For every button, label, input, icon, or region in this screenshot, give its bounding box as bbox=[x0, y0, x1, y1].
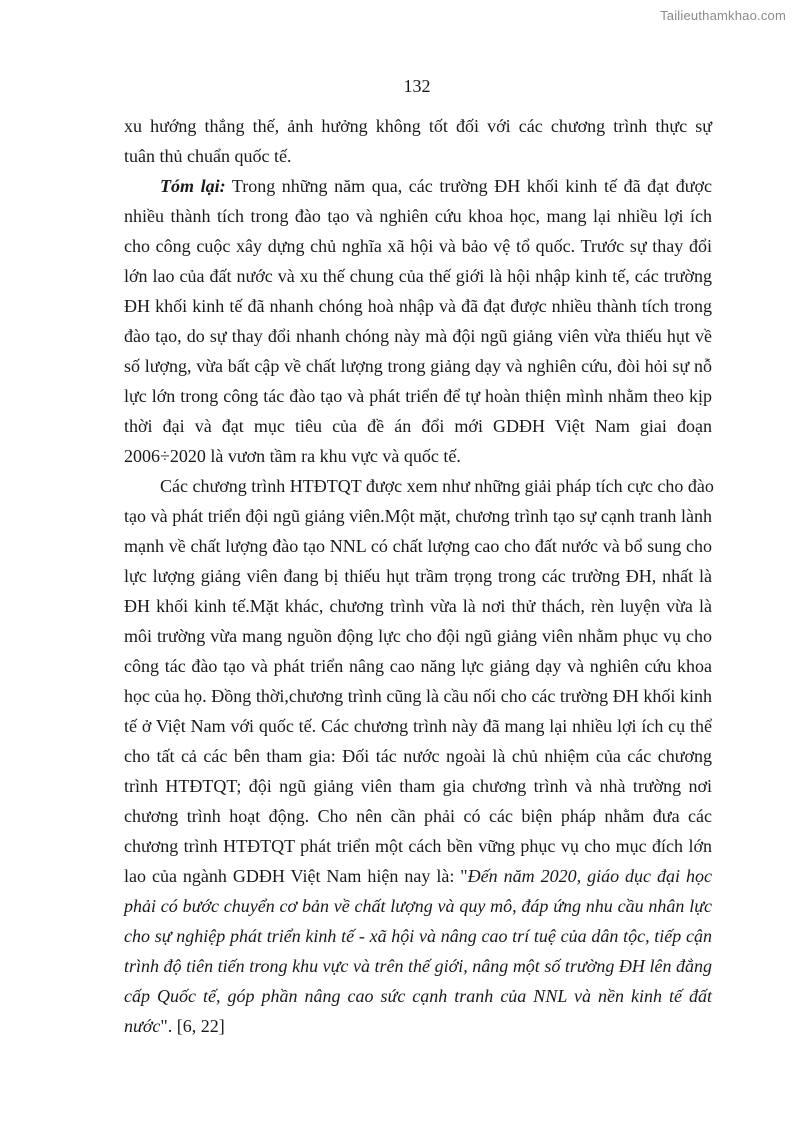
text-line: tuân thủ chuẩn quốc tế. bbox=[124, 146, 292, 166]
watermark: Tailieuthamkhao.com bbox=[660, 8, 786, 23]
summary-lead: Tóm lại: bbox=[160, 176, 226, 196]
text-line: chương trình HTĐTQT phát triển một cách bền vững phục vụ cho mục đích lớn bbox=[124, 836, 712, 856]
text-line: lực lượng giảng viên đang bị thiếu hụt trầm trọng trong các trường ĐH, nhất là bbox=[124, 566, 712, 586]
text-line: cho công cuộc xây dựng chủ nghĩa xã hội và bảo vệ tổ quốc. Trước sự thay đổi bbox=[124, 236, 712, 256]
citation: ". [6, 22] bbox=[160, 1016, 225, 1036]
text-line: thời đại và đạt mục tiêu của đề án đổi mới GDĐH Việt Nam giai đoạn bbox=[124, 416, 712, 436]
text-line: ĐH khối kinh tế.Mặt khác, chương trình vừa là nơi thử thách, rèn luyện vừa là bbox=[124, 596, 712, 616]
text-line: xu hướng thắng thế, ảnh hưởng không tốt đối với các chương trình thực sự bbox=[124, 116, 712, 136]
text-line: đào tạo, do sự thay đổi nhanh chóng này mà đội ngũ giảng viên vừa thiếu hụt về bbox=[124, 326, 712, 346]
text-line: chương trình hoạt động. Cho nên cần phải có các biện pháp nhằm đưa các bbox=[124, 806, 712, 826]
quote-line: phải có bước chuyển cơ bản về chất lượng và quy mô, đáp ứng nhu cầu nhân lực bbox=[124, 896, 712, 916]
text-line: môi trường vừa mang nguồn động lực cho đội ngũ giảng viên nhằm phục vụ cho bbox=[124, 626, 712, 646]
text-span: lao của ngành GDĐH Việt Nam hiện nay là: " bbox=[124, 866, 468, 886]
text-line: công tác đào tạo và phát triển nâng cao năng lực giảng dạy và nghiên cứu khoa bbox=[124, 656, 712, 676]
quote-line: cho sự nghiệp phát triển kinh tế - xã hội và nâng cao trí tuệ của dân tộc, tiếp cận bbox=[124, 926, 712, 946]
quote-line: trình độ tiên tiến trong khu vực và trên thế giới, nâng một số trường ĐH lên đẳng bbox=[124, 956, 712, 976]
quote-text: Đến năm 2020, giáo dục đại học bbox=[467, 866, 712, 886]
quote-text: nước bbox=[124, 1016, 161, 1036]
text-line: tạo và phát triển đội ngũ giảng viên.Một mặt, chương trình tạo sự cạnh tranh lành bbox=[124, 506, 712, 526]
text-line: 2006÷2020 là vươn tầm ra khu vực và quốc tế. bbox=[124, 446, 461, 466]
quote-line: cấp Quốc tế, góp phần nâng cao sức cạnh tranh của NNL và nền kinh tế đất bbox=[124, 986, 712, 1006]
text-line: lực lớn trong công tác đào tạo và phát triển để tự hoàn thiện mình nhằm theo kịp bbox=[124, 386, 712, 406]
paragraph-summary bbox=[124, 171, 712, 471]
paragraph-1 bbox=[124, 111, 712, 171]
document-body bbox=[124, 111, 712, 1041]
text-line bbox=[124, 1011, 712, 1041]
text-line: học của họ. Đồng thời,chương trình cũng là cầu nối cho các trường ĐH khối kinh bbox=[124, 686, 712, 706]
text-line bbox=[124, 171, 712, 201]
text-line: nhiều thành tích trong đào tạo và nghiên cứu khoa học, mang lại nhiều lợi ích bbox=[124, 206, 712, 226]
text-line: tế ở Việt Nam với quốc tế. Các chương trình này đã mang lại nhiều lợi ích cụ thể bbox=[124, 716, 712, 736]
text-line: cho tất cả các bên tham gia: Đối tác nước ngoài là chủ nhiệm của các chương bbox=[124, 746, 712, 766]
text-line: mạnh về chất lượng đào tạo NNL có chất lượng cao cho đất nước và bổ sung cho bbox=[124, 536, 712, 556]
page-number: 132 bbox=[403, 76, 431, 96]
text-line bbox=[124, 861, 712, 891]
paragraph-3 bbox=[124, 471, 712, 1041]
text-span: Trong những năm qua, các trường ĐH khối kinh tế đã đạt được bbox=[225, 176, 712, 196]
text-line: trình HTĐTQT; đội ngũ giảng viên tham gia chương trình và nhà trường nơi bbox=[124, 776, 712, 796]
text-line: Các chương trình HTĐTQT được xem như những giải pháp tích cực cho đào bbox=[160, 476, 714, 496]
text-line: ĐH khối kinh tế đã nhanh chóng hoà nhập và đã đạt được nhiều thành tích trong bbox=[124, 296, 712, 316]
text-line: lớn lao của đất nước và xu thế chung của thế giới là hội nhập kinh tế, các trường bbox=[124, 266, 712, 286]
text-line: số lượng, vừa bất cập về chất lượng trong giảng dạy và nghiên cứu, đòi hỏi sự nỗ bbox=[124, 356, 712, 376]
